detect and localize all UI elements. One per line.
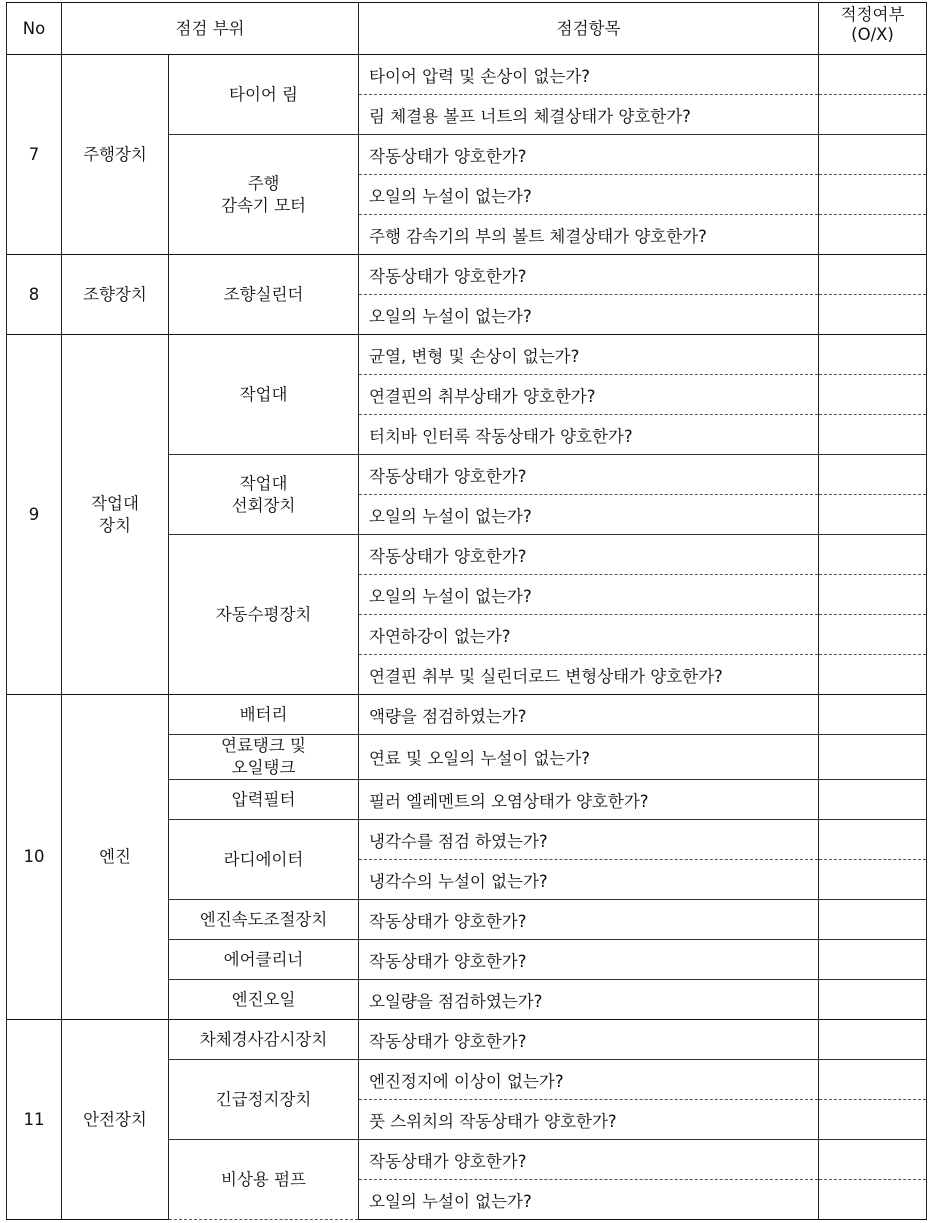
result-cell[interactable] bbox=[819, 335, 927, 375]
subpart-name-line: 조향실린더 bbox=[223, 284, 304, 304]
inspection-item: 오일의 누설이 없는가? bbox=[359, 1180, 819, 1220]
table-row bbox=[7, 55, 927, 95]
result-cell[interactable] bbox=[819, 295, 927, 335]
group-part bbox=[62, 55, 169, 255]
result-cell[interactable] bbox=[819, 1140, 927, 1180]
subpart-name bbox=[169, 55, 359, 135]
result-cell[interactable] bbox=[819, 175, 927, 215]
inspection-item: 오일의 누설이 없는가? bbox=[359, 575, 819, 615]
subpart-name-line: 감속기 모터 bbox=[221, 195, 306, 215]
result-cell[interactable] bbox=[819, 575, 927, 615]
subpart-name-line: 압력필터 bbox=[231, 789, 296, 809]
result-cell[interactable] bbox=[819, 455, 927, 495]
group-part-line: 작업대 bbox=[91, 493, 139, 513]
inspection-item: 주행 감속기의 부의 볼트 체결상태가 양호한가? bbox=[359, 215, 819, 255]
subpart-name-line: 선회장치 bbox=[231, 495, 296, 515]
result-cell[interactable] bbox=[819, 215, 927, 255]
inspection-item: 연료 및 오일의 누설이 없는가? bbox=[359, 735, 819, 780]
result-cell[interactable] bbox=[819, 695, 927, 735]
subpart-name-line: 자동수평장치 bbox=[215, 604, 312, 624]
result-cell[interactable] bbox=[819, 820, 927, 860]
inspection-item: 풋 스위치의 작동상태가 양호한가? bbox=[359, 1100, 819, 1140]
table-row bbox=[7, 335, 927, 375]
group-part-line: 안전장치 bbox=[83, 1109, 147, 1129]
subpart-name bbox=[169, 1140, 359, 1220]
result-cell[interactable] bbox=[819, 1100, 927, 1140]
subpart-name bbox=[169, 255, 359, 335]
subpart-name bbox=[169, 820, 359, 900]
subpart-name bbox=[169, 1020, 359, 1060]
table-row bbox=[7, 1020, 927, 1060]
result-cell[interactable] bbox=[819, 980, 927, 1020]
subpart-name bbox=[169, 455, 359, 535]
result-cell[interactable] bbox=[819, 900, 927, 940]
inspection-item: 작동상태가 양호한가? bbox=[359, 255, 819, 295]
inspection-item: 작동상태가 양호한가? bbox=[359, 455, 819, 495]
inspection-item: 필러 엘레멘트의 오염상태가 양호한가? bbox=[359, 780, 819, 820]
group-number: 11 bbox=[7, 1020, 62, 1220]
inspection-item: 자연하강이 없는가? bbox=[359, 615, 819, 655]
inspection-table bbox=[6, 2, 927, 1220]
subpart-name bbox=[169, 695, 359, 735]
subpart-name-line: 엔진오일 bbox=[231, 989, 296, 1009]
result-cell[interactable] bbox=[819, 1180, 927, 1220]
inspection-item: 작동상태가 양호한가? bbox=[359, 900, 819, 940]
header-part: 점검 부위 bbox=[62, 3, 359, 55]
inspection-item: 작동상태가 양호한가? bbox=[359, 135, 819, 175]
inspection-item: 작동상태가 양호한가? bbox=[359, 1140, 819, 1180]
header-row bbox=[7, 3, 927, 55]
result-cell[interactable] bbox=[819, 95, 927, 135]
subpart-name-line: 작업대 bbox=[239, 384, 288, 404]
group-part-line: 엔진 bbox=[99, 847, 131, 866]
result-cell[interactable] bbox=[819, 860, 927, 900]
subpart-name-line: 주행 bbox=[247, 173, 280, 193]
inspection-item: 오일의 누설이 없는가? bbox=[359, 495, 819, 535]
result-cell[interactable] bbox=[819, 655, 927, 695]
inspection-item: 연결핀 취부 및 실린더로드 변형상태가 양호한가? bbox=[359, 655, 819, 695]
inspection-item: 냉각수를 점검 하였는가? bbox=[359, 820, 819, 860]
result-cell[interactable] bbox=[819, 780, 927, 820]
subpart-name-line: 차체경사감시장치 bbox=[199, 1029, 328, 1049]
result-cell[interactable] bbox=[819, 535, 927, 575]
subpart-name-line: 엔진속도조절장치 bbox=[199, 909, 328, 929]
result-cell[interactable] bbox=[819, 135, 927, 175]
inspection-item: 타이어 압력 및 손상이 없는가? bbox=[359, 55, 819, 95]
group-number: 7 bbox=[7, 55, 62, 255]
group-number: 10 bbox=[7, 695, 62, 1020]
subpart-name bbox=[169, 135, 359, 255]
result-cell[interactable] bbox=[819, 255, 927, 295]
table-row bbox=[7, 695, 927, 735]
inspection-item: 작동상태가 양호한가? bbox=[359, 1020, 819, 1060]
result-cell[interactable] bbox=[819, 1060, 927, 1100]
inspection-item: 냉각수의 누설이 없는가? bbox=[359, 860, 819, 900]
group-part bbox=[62, 1020, 169, 1220]
table-row bbox=[7, 255, 927, 295]
group-number: 9 bbox=[7, 335, 62, 695]
result-cell[interactable] bbox=[819, 375, 927, 415]
group-part bbox=[62, 335, 169, 695]
table-body bbox=[7, 55, 927, 1220]
group-part bbox=[62, 255, 169, 335]
subpart-name bbox=[169, 980, 359, 1020]
subpart-name-line: 라디에이터 bbox=[223, 849, 304, 869]
subpart-name-line: 연료탱크 및 bbox=[221, 736, 306, 755]
inspection-item: 액량을 점검하였는가? bbox=[359, 695, 819, 735]
group-part-line: 장치 bbox=[99, 515, 131, 535]
group-number: 8 bbox=[7, 255, 62, 335]
result-cell[interactable] bbox=[819, 495, 927, 535]
subpart-name bbox=[169, 900, 359, 940]
subpart-name-line: 비상용 펌프 bbox=[221, 1169, 306, 1189]
inspection-item: 엔진정지에 이상이 없는가? bbox=[359, 1060, 819, 1100]
result-cell[interactable] bbox=[819, 940, 927, 980]
subpart-name bbox=[169, 780, 359, 820]
result-cell[interactable] bbox=[819, 735, 927, 780]
inspection-item: 오일량을 점검하였는가? bbox=[359, 980, 819, 1020]
subpart-name bbox=[169, 1060, 359, 1140]
group-part-line: 조향장치 bbox=[83, 284, 147, 304]
result-cell[interactable] bbox=[819, 55, 927, 95]
group-part bbox=[62, 695, 169, 1020]
subpart-name bbox=[169, 940, 359, 980]
inspection-item: 오일의 누설이 없는가? bbox=[359, 295, 819, 335]
header-no: No bbox=[7, 3, 62, 55]
result-cell[interactable] bbox=[819, 615, 927, 655]
subpart-name-line: 에어클리너 bbox=[223, 949, 304, 969]
subpart-name-line: 타이어 림 bbox=[229, 84, 299, 104]
inspection-item: 터치바 인터록 작동상태가 양호한가? bbox=[359, 415, 819, 455]
inspection-item: 연결핀의 취부상태가 양호한가? bbox=[359, 375, 819, 415]
inspection-item: 오일의 누설이 없는가? bbox=[359, 175, 819, 215]
inspection-item: 작동상태가 양호한가? bbox=[359, 940, 819, 980]
subpart-name bbox=[169, 535, 359, 695]
subpart-name bbox=[169, 335, 359, 455]
subpart-name bbox=[169, 735, 359, 780]
subpart-name-line: 작업대 bbox=[239, 473, 288, 493]
subpart-name-line: 배터리 bbox=[239, 704, 288, 724]
header-result bbox=[819, 3, 927, 55]
header-result-line1: 적정여부 bbox=[840, 5, 905, 24]
inspection-item: 균열, 변형 및 손상이 없는가? bbox=[359, 335, 819, 375]
result-cell[interactable] bbox=[819, 1020, 927, 1060]
result-cell[interactable] bbox=[819, 415, 927, 455]
header-items: 점검항목 bbox=[359, 3, 819, 55]
header-result-line2: (O/X) bbox=[851, 25, 894, 44]
inspection-item: 림 체결용 볼프 너트의 체결상태가 양호한가? bbox=[359, 95, 819, 135]
group-part-line: 주행장치 bbox=[83, 144, 147, 164]
subpart-name-line: 긴급정지장치 bbox=[215, 1089, 312, 1109]
inspection-item: 작동상태가 양호한가? bbox=[359, 535, 819, 575]
subpart-name-line: 오일탱크 bbox=[231, 758, 296, 777]
